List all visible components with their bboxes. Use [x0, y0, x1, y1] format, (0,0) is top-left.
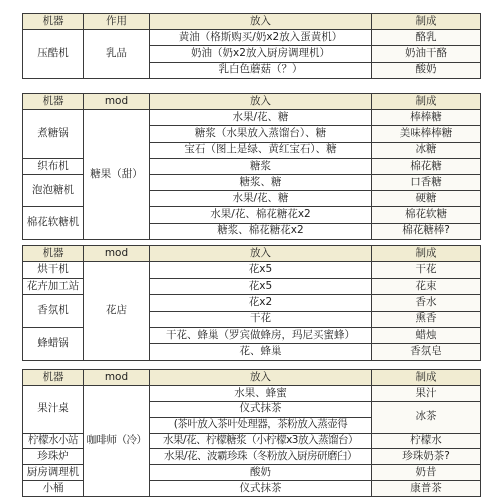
dairy-recipe-table	[22, 13, 481, 79]
input-cell: 糖浆、棉花糖花x2	[150, 223, 372, 239]
mod-cell: 花店	[84, 262, 150, 360]
mod-cell: 乳品	[84, 30, 150, 79]
input-cell: 水果/花、波霸珍珠（冬粉放入厨房研磨臼）	[150, 449, 372, 465]
input-cell: 乳白色蘑菇（？）	[150, 62, 372, 78]
header-mod: mod	[84, 246, 150, 262]
header-machine: 机器	[23, 246, 84, 262]
input-cell: 水果/花、糖	[150, 110, 372, 126]
input-cell: 黄油（格斯购买/奶x2放入蛋黄机）	[150, 30, 372, 46]
header-output: 制成	[372, 14, 481, 30]
machine-cell: 煮糖锅	[23, 110, 84, 159]
header-output: 制成	[372, 370, 481, 386]
flower-shop-recipe-table	[22, 245, 481, 361]
machine-cell: 厨房调理机	[23, 465, 84, 481]
machine-cell: 织布机	[23, 158, 84, 174]
header-output: 制成	[372, 94, 481, 110]
input-cell: 水果/花、糖	[150, 191, 372, 207]
table-row	[23, 110, 481, 126]
input-cell: 糖浆	[150, 158, 372, 174]
input-cell: (茶叶放入茶叶处理器，茶粉放入蒸壶得	[150, 417, 372, 433]
output-cell: 珍珠奶茶?	[372, 449, 481, 465]
input-cell: 花、蜂巢	[150, 344, 372, 360]
output-cell: 蜡烛	[372, 327, 481, 343]
machine-cell: 小桶	[23, 481, 84, 497]
candy-recipe-table	[22, 93, 481, 240]
output-cell: 冰茶	[372, 401, 481, 433]
output-cell: 柠檬水	[372, 433, 481, 449]
machine-cell: 珍珠炉	[23, 449, 84, 465]
header-input: 放入	[150, 370, 372, 386]
output-cell: 硬糖	[372, 191, 481, 207]
input-cell: 糖浆、糖	[150, 174, 372, 190]
header-machine: 机器	[23, 370, 84, 386]
header-mod: mod	[84, 94, 150, 110]
machine-cell: 烘干机	[23, 262, 84, 278]
table-row	[23, 30, 481, 46]
input-cell: 酸奶	[150, 465, 372, 481]
output-cell: 花束	[372, 278, 481, 294]
output-cell: 香氛皂	[372, 344, 481, 360]
output-cell: 香水	[372, 295, 481, 311]
mod-cell: 咖啡师（冷）	[84, 385, 150, 496]
output-cell: 康普茶	[372, 481, 481, 497]
input-cell: 奶油（奶x2放入厨房调理机）	[150, 46, 372, 62]
machine-cell: 柠檬水小站	[23, 433, 84, 449]
table-header-row	[23, 14, 481, 30]
machine-cell: 棉花软糖机	[23, 207, 84, 239]
input-cell: 水果/花、棉花糖花x2	[150, 207, 372, 223]
output-cell: 棉花糖棒?	[372, 223, 481, 239]
output-cell: 熏香	[372, 311, 481, 327]
table-header-row	[23, 246, 481, 262]
output-cell: 酸奶	[372, 62, 481, 78]
input-cell: 水果、蜂蜜	[150, 385, 372, 401]
output-cell: 口香糖	[372, 174, 481, 190]
output-cell: 果汁	[372, 385, 481, 401]
input-cell: 干花	[150, 311, 372, 327]
output-cell: 冰糖	[372, 142, 481, 158]
table-header-row	[23, 94, 481, 110]
output-cell: 棉花软糖	[372, 207, 481, 223]
input-cell: 水果/花、柠檬糖浆（小柠檬x3放入蒸馏台）	[150, 433, 372, 449]
table-header-row	[23, 370, 481, 386]
machine-cell: 压酷机	[23, 30, 84, 79]
machine-cell: 香氛机	[23, 295, 84, 328]
output-cell: 美味棒棒糖	[372, 126, 481, 142]
machine-cell: 花卉加工站	[23, 278, 84, 294]
input-cell: 仪式抹茶	[150, 481, 372, 497]
output-cell: 棒棒糖	[372, 110, 481, 126]
barista-cold-recipe-table	[22, 369, 481, 497]
header-output: 制成	[372, 246, 481, 262]
output-cell: 干花	[372, 262, 481, 278]
input-cell: 宝石（图上是绿、黄红宝石）、糖	[150, 142, 372, 158]
header-input: 放入	[150, 246, 372, 262]
output-cell: 酪乳	[372, 30, 481, 46]
table-row	[23, 262, 481, 278]
input-cell: 仪式抹茶	[150, 401, 372, 417]
header-machine: 机器	[23, 14, 84, 30]
output-cell: 奶油干酪	[372, 46, 481, 62]
output-cell: 棉花糖	[372, 158, 481, 174]
input-cell: 花x5	[150, 278, 372, 294]
header-input: 放入	[150, 94, 372, 110]
header-mod: mod	[84, 370, 150, 386]
output-cell: 奶昔	[372, 465, 481, 481]
input-cell: 花x2	[150, 295, 372, 311]
header-machine: 机器	[23, 94, 84, 110]
machine-cell: 果汁桌	[23, 385, 84, 433]
table-row	[23, 385, 481, 401]
input-cell: 干花、蜂巢（罗宾做蜂房，玛尼买蜜蜂）	[150, 327, 372, 343]
input-cell: 花x5	[150, 262, 372, 278]
machine-cell: 蜂蜡锅	[23, 327, 84, 360]
mod-cell: 糖果（甜）	[84, 110, 150, 240]
input-cell: 糖浆（水果放入蒸馏台）、糖	[150, 126, 372, 142]
machine-cell: 泡泡糖机	[23, 174, 84, 206]
header-input: 放入	[150, 14, 372, 30]
header-function: 作用	[84, 14, 150, 30]
